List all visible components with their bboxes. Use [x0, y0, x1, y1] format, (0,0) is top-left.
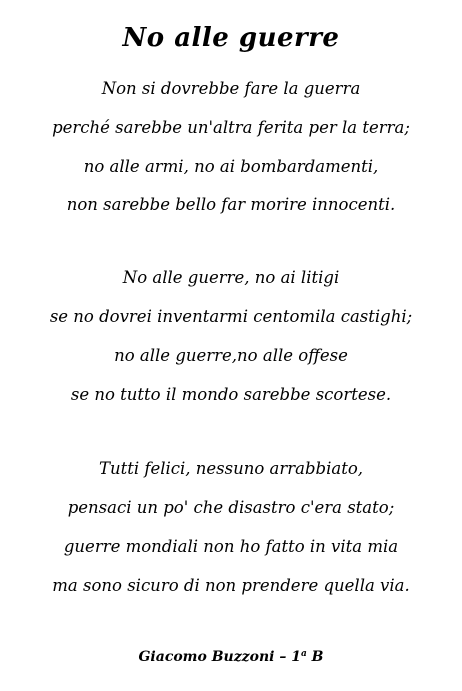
poem-line: perché sarebbe un'altra ferita per la terra; — [52, 118, 410, 137]
poem-signature — [0, 646, 462, 668]
poem-line: se no dovrei inventarmi centomila castighi; — [49, 307, 413, 326]
poem-line: se no tutto il mondo sarebbe scortese. — [70, 385, 392, 404]
class-superscript: a — [300, 649, 307, 659]
class-letter: B — [311, 649, 324, 665]
signature-dash: – — [279, 649, 287, 665]
poem-line: ma sono sicuro di non prendere quella via. — [52, 576, 410, 595]
poem-line: pensaci un po' che disastro c'era stato; — [67, 498, 395, 517]
poem-line: guerre mondiali non ho fatto in vita mia — [63, 537, 399, 556]
class-number: 1 — [291, 649, 301, 665]
poem-line: no alle guerre,no alle offese — [114, 346, 348, 365]
author-name: Giacomo Buzzoni — [138, 649, 275, 665]
poem-title: No alle guerre — [122, 23, 340, 53]
poem-line: no alle armi, no ai bombardamenti, — [83, 157, 379, 176]
poem-line: non sarebbe bello far morire innocenti. — [66, 195, 396, 214]
poem-line: Non si dovrebbe fare la guerra — [101, 79, 361, 98]
poem-line: Tutti felici, nessuno arrabbiato, — [98, 459, 364, 478]
poem-line: No alle guerre, no ai litigi — [122, 268, 340, 287]
